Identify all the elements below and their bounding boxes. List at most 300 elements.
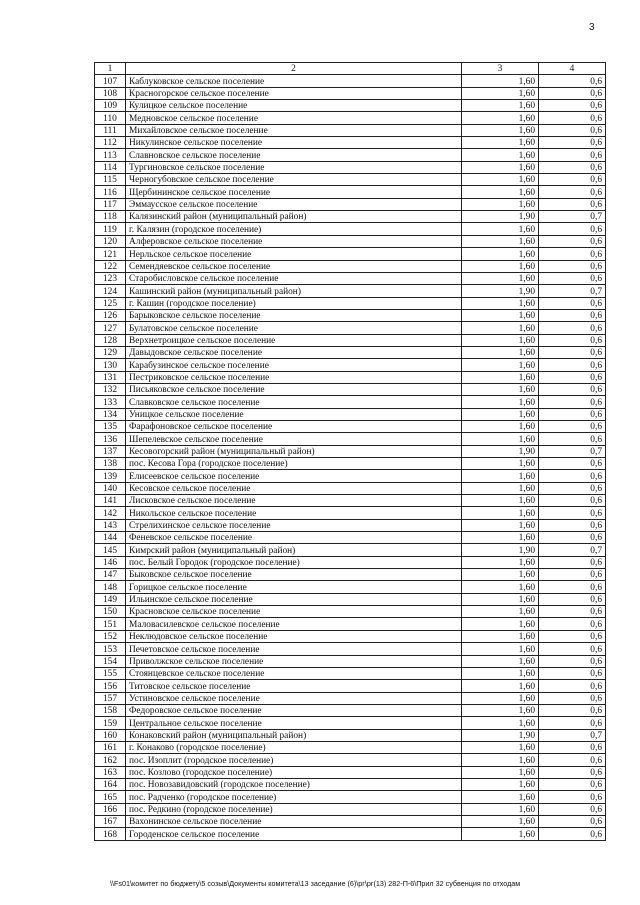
coefficient-value: 1,60 [462,149,539,161]
municipality-name: Кимрский район (муниципальный район) [126,544,462,556]
municipality-name: пос. Изоплит (городское поселение) [126,754,462,766]
municipality-name: Быковское сельское поселение [126,569,462,581]
row-number: 159 [95,717,126,729]
municipality-name: Вахонинское сельское поселение [126,815,462,827]
subvention-value: 0,6 [539,260,606,272]
coefficient-value: 1,60 [462,408,539,420]
row-number: 149 [95,593,126,605]
coefficient-value: 1,60 [462,606,539,618]
table-row [95,556,606,568]
coefficient-value: 1,60 [462,692,539,704]
row-number: 135 [95,420,126,432]
coefficient-value: 1,60 [462,717,539,729]
table-row [95,248,606,260]
municipality-name: Приволжское сельское поселение [126,655,462,667]
row-number: 120 [95,235,126,247]
municipality-name: Славновское сельское поселение [126,149,462,161]
subvention-value: 0,6 [539,556,606,568]
table-row [95,383,606,395]
coefficient-value: 1,60 [462,371,539,383]
table-row [95,211,606,223]
table-row [95,186,606,198]
municipality-name: Феневское сельское поселение [126,532,462,544]
subvention-value: 0,6 [539,371,606,383]
municipality-name: Печетовское сельское поселение [126,643,462,655]
municipality-name: г. Конаково (городское поселение) [126,741,462,753]
municipality-name: пос. Белый Городок (городское поселение) [126,556,462,568]
row-number: 134 [95,408,126,420]
row-number: 123 [95,272,126,284]
row-number: 168 [95,828,126,840]
table-row [95,667,606,679]
municipality-name: Неклюдовское сельское поселение [126,630,462,642]
subvention-value: 0,6 [539,519,606,531]
table-row [95,87,606,99]
municipality-name: Ильинское сельское поселение [126,593,462,605]
subvention-value: 0,6 [539,186,606,198]
municipality-name: г. Калязин (городское поселение) [126,223,462,235]
coefficient-value: 1,60 [462,161,539,173]
coefficient-value: 1,60 [462,482,539,494]
subvention-value: 0,6 [539,408,606,420]
municipality-name: Кулицкое сельское поселение [126,100,462,112]
table-row [95,75,606,87]
municipality-name: Федоровское сельское поселение [126,704,462,716]
subvention-value: 0,7 [539,544,606,556]
table-row [95,309,606,321]
coefficient-value: 1,60 [462,470,539,482]
row-number: 165 [95,791,126,803]
subvention-value: 0,6 [539,507,606,519]
table-row [95,507,606,519]
row-number: 141 [95,495,126,507]
row-number: 126 [95,309,126,321]
municipality-name: Устиновское сельское поселение [126,692,462,704]
row-number: 113 [95,149,126,161]
coefficient-value: 1,60 [462,704,539,716]
subvention-value: 0,6 [539,704,606,716]
subvention-value: 0,7 [539,211,606,223]
coefficient-value: 1,60 [462,198,539,210]
municipality-name: Барыковское сельское поселение [126,309,462,321]
column-header-4: 4 [539,63,606,75]
row-number: 117 [95,198,126,210]
row-number: 150 [95,606,126,618]
coefficient-value: 1,60 [462,778,539,790]
coefficient-value: 1,60 [462,297,539,309]
table-row [95,285,606,297]
table-row [95,124,606,136]
municipality-name: Алферовское сельское поселение [126,235,462,247]
coefficient-value: 1,60 [462,87,539,99]
table-row [95,359,606,371]
coefficient-value: 1,60 [462,334,539,346]
subvention-value: 0,6 [539,161,606,173]
table-row [95,704,606,716]
subvention-value: 0,6 [539,791,606,803]
subvention-value: 0,6 [539,223,606,235]
subvention-value: 0,6 [539,272,606,284]
coefficient-value: 1,60 [462,569,539,581]
subvention-value: 0,6 [539,359,606,371]
coefficient-value: 1,90 [462,445,539,457]
subvention-value: 0,6 [539,248,606,260]
table-row [95,149,606,161]
coefficient-value: 1,60 [462,791,539,803]
subvention-value: 0,6 [539,75,606,87]
subvention-value: 0,6 [539,754,606,766]
coefficient-value: 1,60 [462,741,539,753]
coefficient-value: 1,60 [462,828,539,840]
municipality-name: Давыдовское сельское поселение [126,346,462,358]
row-number: 122 [95,260,126,272]
municipality-name: Центральное сельское поселение [126,717,462,729]
row-number: 139 [95,470,126,482]
subvention-value: 0,7 [539,445,606,457]
coefficient-value: 1,60 [462,815,539,827]
municipality-name: пос. Козлово (городское поселение) [126,766,462,778]
subvention-value: 0,6 [539,470,606,482]
subvention-value: 0,6 [539,174,606,186]
coefficient-value: 1,60 [462,396,539,408]
row-number: 111 [95,124,126,136]
table-row [95,420,606,432]
table-header-row [95,63,606,75]
subvention-value: 0,6 [539,741,606,753]
row-number: 142 [95,507,126,519]
coefficient-value: 1,60 [462,458,539,470]
subvention-value: 0,6 [539,297,606,309]
municipality-name: Фарафоновское сельское поселение [126,420,462,432]
table-row [95,778,606,790]
row-number: 130 [95,359,126,371]
municipality-name: Шепелевское сельское поселение [126,433,462,445]
table-row [95,519,606,531]
subvention-value: 0,6 [539,828,606,840]
subvention-value: 0,6 [539,680,606,692]
coefficient-value: 1,60 [462,100,539,112]
municipality-name: Городенское сельское поселение [126,828,462,840]
table-row [95,815,606,827]
row-number: 127 [95,322,126,334]
row-number: 145 [95,544,126,556]
row-number: 136 [95,433,126,445]
table-row [95,137,606,149]
coefficient-value: 1,60 [462,359,539,371]
coefficient-value: 1,60 [462,420,539,432]
table-row [95,495,606,507]
row-number: 119 [95,223,126,235]
subvention-value: 0,6 [539,458,606,470]
municipality-name: Кесовогорский район (муниципальный район) [126,445,462,457]
row-number: 131 [95,371,126,383]
municipality-name: Стоянцевское сельское поселение [126,667,462,679]
table-row [95,544,606,556]
municipality-name: Нерльское сельское поселение [126,248,462,260]
table-row [95,396,606,408]
row-number: 132 [95,383,126,395]
row-number: 157 [95,692,126,704]
coefficient-value: 1,60 [462,174,539,186]
table-row [95,346,606,358]
subvention-value: 0,6 [539,112,606,124]
row-number: 155 [95,667,126,679]
table-row [95,828,606,840]
row-number: 125 [95,297,126,309]
municipality-name: Красногорское сельское поселение [126,87,462,99]
subvention-value: 0,6 [539,149,606,161]
subvention-value: 0,6 [539,495,606,507]
subvention-value: 0,6 [539,334,606,346]
table-body [95,63,606,841]
table-row [95,272,606,284]
table-row [95,717,606,729]
table-row [95,532,606,544]
municipality-name: Маловасилевское сельское поселение [126,618,462,630]
table-row [95,174,606,186]
subvention-value: 0,6 [539,618,606,630]
coefficient-value: 1,60 [462,186,539,198]
row-number: 161 [95,741,126,753]
coefficient-value: 1,60 [462,112,539,124]
coefficient-value: 1,60 [462,803,539,815]
coefficient-value: 1,60 [462,680,539,692]
municipality-name: пос. Кесова Гора (городское поселение) [126,458,462,470]
municipality-name: Уницкое сельское поселение [126,408,462,420]
table-row [95,235,606,247]
municipality-name: Старобисловское сельское поселение [126,272,462,284]
municipality-name: Семендяевское сельское поселение [126,260,462,272]
subvention-value: 0,6 [539,692,606,704]
row-number: 147 [95,569,126,581]
table-row [95,260,606,272]
row-number: 110 [95,112,126,124]
subvention-value: 0,6 [539,803,606,815]
subvention-value: 0,6 [539,778,606,790]
table-row [95,741,606,753]
table-row [95,445,606,457]
coefficient-value: 1,60 [462,322,539,334]
subvention-value: 0,6 [539,309,606,321]
row-number: 156 [95,680,126,692]
municipality-name: Никольское сельское поселение [126,507,462,519]
municipality-name: Михайловское сельское поселение [126,124,462,136]
column-header-1: 1 [95,63,126,75]
table-row [95,198,606,210]
subvention-value: 0,6 [539,581,606,593]
table-row [95,630,606,642]
row-number: 167 [95,815,126,827]
coefficient-value: 1,90 [462,285,539,297]
subvention-value: 0,6 [539,198,606,210]
row-number: 118 [95,211,126,223]
subvention-value: 0,6 [539,815,606,827]
municipality-name: Медновское сельское поселение [126,112,462,124]
subvention-value: 0,6 [539,655,606,667]
coefficient-value: 1,60 [462,495,539,507]
table-row [95,100,606,112]
municipality-name: Эммаусское сельское поселение [126,198,462,210]
subvention-value: 0,6 [539,100,606,112]
coefficient-value: 1,60 [462,766,539,778]
municipality-name: Калязинский район (муниципальный район) [126,211,462,223]
subvention-value: 0,6 [539,569,606,581]
municipality-name: Горицкое сельское поселение [126,581,462,593]
subvention-value: 0,6 [539,124,606,136]
coefficient-value: 1,60 [462,235,539,247]
row-number: 121 [95,248,126,260]
subvention-value: 0,6 [539,87,606,99]
table-row [95,618,606,630]
coefficient-value: 1,60 [462,532,539,544]
row-number: 148 [95,581,126,593]
table-row [95,433,606,445]
row-number: 166 [95,803,126,815]
table-row [95,791,606,803]
table-row [95,297,606,309]
row-number: 140 [95,482,126,494]
subvention-value: 0,6 [539,667,606,679]
municipality-name: Карабузинское сельское поселение [126,359,462,371]
subvention-table [94,62,606,841]
coefficient-value: 1,60 [462,272,539,284]
coefficient-value: 1,60 [462,581,539,593]
subvention-value: 0,6 [539,396,606,408]
municipality-name: Пестриковское сельское поселение [126,371,462,383]
table-row [95,322,606,334]
table-row [95,458,606,470]
coefficient-value: 1,60 [462,223,539,235]
municipality-name: Стрелихинское сельское поселение [126,519,462,531]
table-row [95,680,606,692]
coefficient-value: 1,60 [462,556,539,568]
row-number: 146 [95,556,126,568]
table-row [95,643,606,655]
row-number: 133 [95,396,126,408]
coefficient-value: 1,60 [462,630,539,642]
table-row [95,655,606,667]
file-path-footer: \\Fs01\комитет по бюджету\5 созыв\Документы комитета\13 заседание (6)\рг\рг(13) 282-П-6\Прил 32 субвенция по отходам [110,879,521,888]
municipality-name: Каблуковское сельское поселение [126,75,462,87]
subvention-value: 0,6 [539,630,606,642]
subvention-value: 0,6 [539,532,606,544]
table-row [95,112,606,124]
subvention-value: 0,6 [539,482,606,494]
row-number: 115 [95,174,126,186]
municipality-name: Лисковское сельское поселение [126,495,462,507]
coefficient-value: 1,90 [462,211,539,223]
subvention-value: 0,6 [539,606,606,618]
subvention-value: 0,6 [539,322,606,334]
coefficient-value: 1,60 [462,433,539,445]
subvention-value: 0,6 [539,383,606,395]
table-row [95,766,606,778]
table-row [95,606,606,618]
row-number: 160 [95,729,126,741]
table-row [95,593,606,605]
row-number: 152 [95,630,126,642]
column-header-3: 3 [462,63,539,75]
municipality-name: пос. Радченко (городское поселение) [126,791,462,803]
row-number: 129 [95,346,126,358]
subvention-value: 0,6 [539,420,606,432]
municipality-name: Верхнетроицкое сельское поселение [126,334,462,346]
subvention-value: 0,6 [539,717,606,729]
subvention-value: 0,6 [539,346,606,358]
table-row [95,408,606,420]
coefficient-value: 1,60 [462,655,539,667]
subvention-value: 0,6 [539,433,606,445]
row-number: 164 [95,778,126,790]
column-header-2: 2 [126,63,462,75]
page-number: 3 [589,22,595,33]
row-number: 162 [95,754,126,766]
coefficient-value: 1,60 [462,309,539,321]
municipality-name: Никулинское сельское поселение [126,137,462,149]
coefficient-value: 1,60 [462,519,539,531]
table-row [95,569,606,581]
coefficient-value: 1,60 [462,260,539,272]
coefficient-value: 1,60 [462,248,539,260]
coefficient-value: 1,60 [462,75,539,87]
coefficient-value: 1,60 [462,754,539,766]
row-number: 154 [95,655,126,667]
coefficient-value: 1,60 [462,137,539,149]
table-row [95,729,606,741]
coefficient-value: 1,60 [462,593,539,605]
coefficient-value: 1,60 [462,124,539,136]
coefficient-value: 1,90 [462,729,539,741]
row-number: 143 [95,519,126,531]
table-row [95,692,606,704]
table-row [95,482,606,494]
coefficient-value: 1,60 [462,618,539,630]
table-row [95,223,606,235]
municipality-name: пос. Новозавидовский (городское поселение) [126,778,462,790]
table-row [95,161,606,173]
subvention-value: 0,6 [539,235,606,247]
municipality-name: Щербининское сельское поселение [126,186,462,198]
municipality-name: Конаковский район (муниципальный район) [126,729,462,741]
municipality-name: Тургиновское сельское поселение [126,161,462,173]
table-row [95,803,606,815]
row-number: 128 [95,334,126,346]
row-number: 109 [95,100,126,112]
municipality-name: Елисеевское сельское поселение [126,470,462,482]
row-number: 112 [95,137,126,149]
row-number: 116 [95,186,126,198]
municipality-name: Кашинский район (муниципальный район) [126,285,462,297]
subvention-value: 0,6 [539,137,606,149]
row-number: 153 [95,643,126,655]
coefficient-value: 1,60 [462,346,539,358]
municipality-name: Кесовское сельское поселение [126,482,462,494]
coefficient-value: 1,90 [462,544,539,556]
table-row [95,371,606,383]
row-number: 124 [95,285,126,297]
municipality-name: Черногубовское сельское поселение [126,174,462,186]
municipality-name: Славковское сельское поселение [126,396,462,408]
row-number: 108 [95,87,126,99]
table-row [95,581,606,593]
row-number: 114 [95,161,126,173]
municipality-name: Булатовское сельское поселение [126,322,462,334]
municipality-name: Титовское сельское поселение [126,680,462,692]
municipality-name: Письяковское сельское поселение [126,383,462,395]
row-number: 138 [95,458,126,470]
subvention-value: 0,7 [539,285,606,297]
subvention-value: 0,6 [539,766,606,778]
